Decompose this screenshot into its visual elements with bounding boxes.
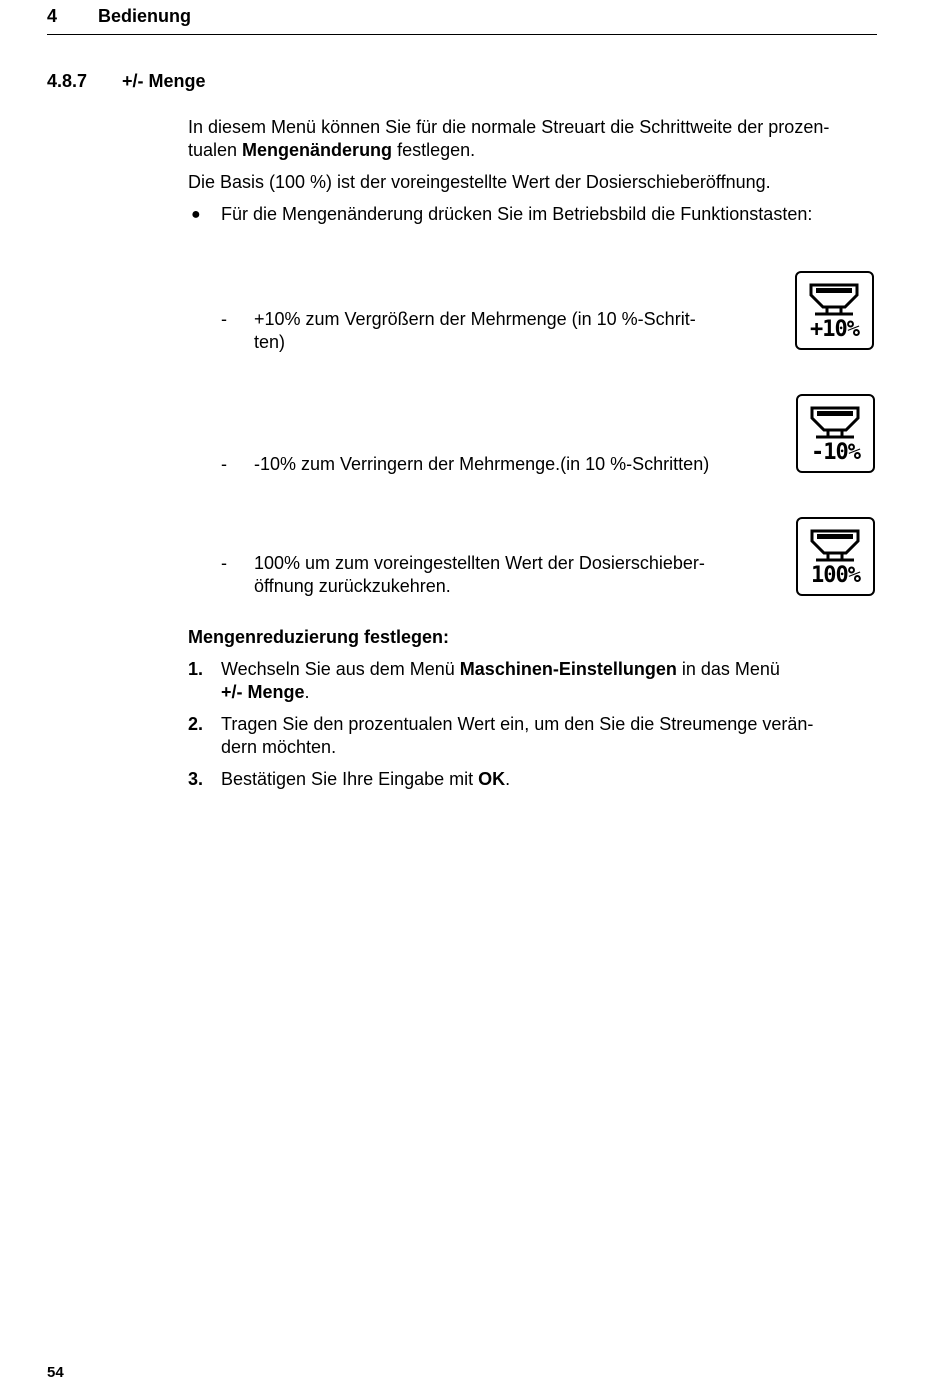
- ok-key-name: OK: [478, 769, 506, 789]
- intro-bold-term: Mengenänderung: [242, 140, 393, 160]
- section-title: +/- Menge: [122, 71, 206, 91]
- step-line: [221, 658, 881, 681]
- dash-marker: -: [221, 553, 227, 573]
- page-number: 54: [47, 1364, 64, 1381]
- step-1-text: [221, 658, 881, 704]
- plus-10-percent-key[interactable]: [795, 271, 874, 350]
- intro-paragraph-1-line-1: In diesem Menü können Sie für die normale Streuart die Schrittweite der prozen-: [188, 117, 830, 137]
- step-text: .: [304, 682, 310, 702]
- description-line: +10% zum Vergrößern der Mehrmenge (in 10 %-Schrit-: [254, 309, 696, 329]
- step-3-text: [221, 768, 881, 791]
- description-line: öffnung zurückzukehren.: [254, 576, 451, 596]
- menu-name: Maschinen-Einstellungen: [459, 659, 677, 679]
- bullet-icon: ●: [191, 206, 201, 223]
- step-text: Bestätigen Sie Ihre Eingabe mit: [221, 769, 479, 789]
- intro-text: tualen: [188, 140, 243, 160]
- description-line: 100% um zum voreingestellten Wert der Dosierschieber-: [254, 553, 705, 573]
- header-divider: [47, 34, 877, 35]
- minus-10-percent-key[interactable]: [796, 394, 875, 473]
- menu-name: +/- Menge: [221, 682, 305, 702]
- step-number: 3.: [188, 769, 204, 789]
- key-label: 100%: [811, 563, 860, 588]
- step-text: .: [505, 769, 511, 789]
- intro-paragraph-1: [188, 116, 878, 162]
- intro-paragraph-2: Die Basis (100 %) ist der voreingestellte Wert der Dosierschieberöffnung.: [188, 172, 771, 192]
- step-line: Tragen Sie den prozentualen Wert ein, um den Sie die Streumenge verän-: [221, 714, 814, 734]
- step-number: 1.: [188, 659, 204, 679]
- step-2-text: [221, 713, 881, 759]
- bullet-text: Für die Mengenänderung drücken Sie im Betriebsbild die Funktionstasten:: [221, 204, 813, 224]
- step-number: 2.: [188, 714, 204, 734]
- chapter-title: Bedienung: [98, 6, 191, 26]
- step-text: in das Menü: [676, 659, 780, 679]
- step-line: [221, 681, 881, 704]
- chapter-number: 4: [47, 6, 58, 26]
- procedure-heading: Mengenreduzierung festlegen:: [188, 627, 450, 647]
- description-line: ten): [254, 332, 286, 352]
- key-100-description: [254, 552, 754, 598]
- key-label: +10%: [810, 317, 859, 342]
- section-number: 4.8.7: [47, 71, 88, 91]
- step-line: dern möchten.: [221, 737, 337, 757]
- key-label: -10%: [811, 440, 860, 465]
- intro-text: festlegen.: [392, 140, 476, 160]
- dash-marker: -: [221, 309, 227, 329]
- intro-paragraph-1-line-2: [188, 139, 878, 162]
- dash-marker: -: [221, 454, 227, 474]
- step-text: Wechseln Sie aus dem Menü: [221, 659, 460, 679]
- reset-100-percent-key[interactable]: [796, 517, 875, 596]
- key-plus-10-description: [254, 308, 754, 354]
- key-minus-10-description: [254, 453, 774, 476]
- description-line: -10% zum Verringern der Mehrmenge.(in 10 %-Schritten): [254, 454, 710, 474]
